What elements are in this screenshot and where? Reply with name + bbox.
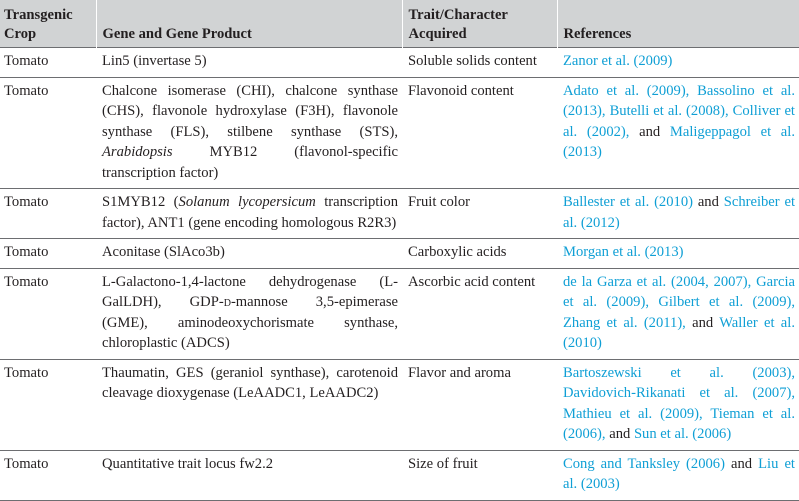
header-references: References — [557, 0, 799, 48]
references-cell: de la Garza et al. (2004, 2007), Garcia et al. (2009), Gilbert et al. (2009), Zhang et al. (2011), and Waller et al. (2010) — [557, 268, 799, 359]
references-cell: Bartoszewski et al. (2003), Davidovich-Rikanati et al. (2007), Mathieu et al. (2009), Tieman et al. (2006), and Sun et al. (2006) — [557, 359, 799, 450]
reference-link[interactable]: Ballester et al. (2010) — [563, 194, 693, 210]
reference-link[interactable]: Cong and Tanksley (2006) — [563, 455, 725, 472]
table-row — [0, 189, 799, 239]
reference-link[interactable]: Bartoszewski et al. (2003), Davidovich-Rikanati et al. (2007), Mathieu et al. (2009), Tieman et al. (2006), — [563, 364, 795, 442]
table-row — [0, 77, 799, 189]
header-row — [0, 0, 799, 48]
crop-cell: Tomato — [0, 48, 96, 78]
header-trait: Trait/Character Acquired — [402, 0, 557, 48]
table-row — [0, 268, 799, 359]
header-crop: Transgenic Crop — [0, 0, 96, 48]
references-cell — [557, 48, 799, 78]
table-row — [0, 239, 799, 269]
references-cell: Adato et al. (2009), Bassolino et al. (2013), Butelli et al. (2008), Colliver et al. (2002), and Maligeppagol et al. (2013) — [557, 77, 799, 189]
gene-cell: Aconitase (SlAco3b) — [96, 239, 402, 269]
reference-link[interactable]: Adato et al. (2009), Bassolino et al. (2013), Butelli et al. (2008), Colliver et al. (2002), — [563, 82, 795, 140]
reference-link[interactable]: Maligeppagol et al. (2013) — [563, 123, 795, 160]
reference-link[interactable]: Sun et al. (2006) — [633, 426, 732, 442]
reference-link[interactable]: Schreiber et al. (2012) — [563, 194, 795, 231]
crop-cell: Tomato — [0, 268, 96, 359]
trait-cell: Flavor and aroma — [402, 359, 557, 450]
crop-cell: Tomato — [0, 359, 96, 450]
reference-link[interactable]: Liu et al. (2003) — [563, 455, 795, 492]
gene-cell: L-Galactono-1,4-lactone dehydrogenase (L-GalLDH), GDP-d-mannose 3,5-epimerase (GME), aminodeoxychorismate synthase, chloroplastic (ADCS) — [96, 268, 402, 359]
trait-cell: Fruit color — [402, 189, 557, 239]
trait-cell: Carboxylic acids — [402, 239, 557, 269]
gene-cell: Lin5 (invertase 5) — [96, 48, 402, 78]
crop-cell: Tomato — [0, 450, 96, 500]
header-gene: Gene and Gene Product — [96, 0, 402, 48]
gene-cell: S1MYB12 (Solanum lycopersicum transcription factor), ANT1 (gene encoding homologous R2R3) — [96, 189, 402, 239]
table-row — [0, 450, 799, 500]
crop-cell: Tomato — [0, 239, 96, 269]
table-row — [0, 48, 799, 78]
table-row — [0, 359, 799, 450]
references-cell: Cong and Tanksley (2006) and Liu et al. (2003) — [557, 450, 799, 500]
reference-link[interactable]: de la Garza et al. (2004, 2007), Garcia et al. (2009), Gilbert et al. (2009), Zhang et al. (2011), — [563, 273, 795, 331]
trait-cell: Size of fruit — [402, 450, 557, 500]
references-cell — [557, 239, 799, 269]
trait-cell: Soluble solids content — [402, 48, 557, 78]
crop-cell: Tomato — [0, 189, 96, 239]
references-cell: Ballester et al. (2010) and Schreiber et al. (2012) — [557, 189, 799, 239]
reference-link[interactable]: Waller et al. (2010) — [563, 314, 795, 351]
gene-cell: Thaumatin, GES (geraniol synthase), carotenoid cleavage dioxygenase (LeAADC1, LeAADC2) — [96, 359, 402, 450]
trait-cell: Flavonoid content — [402, 77, 557, 189]
gene-cell: Quantitative trait locus fw2.2 — [96, 450, 402, 500]
reference-link[interactable]: Morgan et al. (2013) — [563, 244, 684, 260]
gene-cell: Chalcone isomerase (CHI), chalcone synthase (CHS), flavonole hydroxylase (F3H), flavonole synthase (FLS), stilbene synthase (STS), Arabidopsis MYB12 (flavonol-specific transcription factor) — [96, 77, 402, 189]
trait-cell: Ascorbic acid content — [402, 268, 557, 359]
crop-cell: Tomato — [0, 77, 96, 189]
reference-link[interactable]: Zanor et al. (2009) — [563, 53, 673, 69]
